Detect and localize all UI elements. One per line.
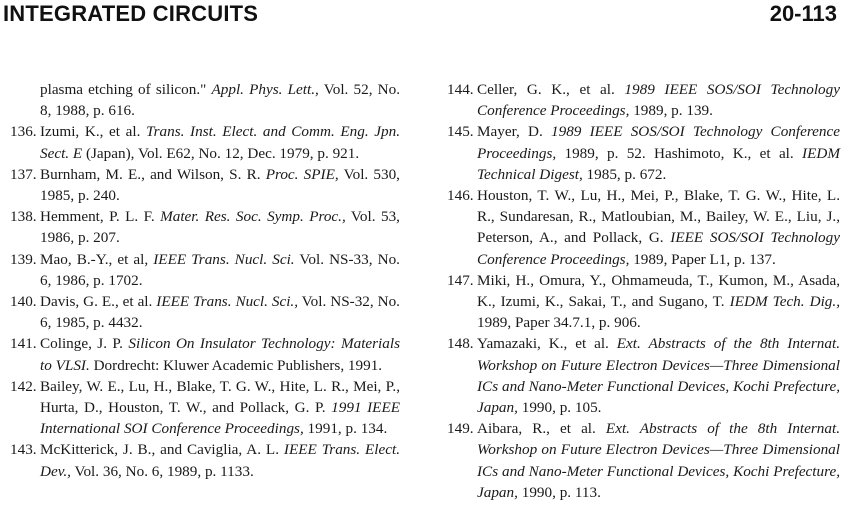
citation-text: Vol. 36, No. 6, 1989, p. 1133. — [70, 462, 254, 480]
citation-text: (Japan), Vol. E62, No. 12, Dec. 1979, p. 921. — [82, 144, 360, 162]
citation-text: Izumi, K., et al. — [40, 123, 147, 141]
citation-text: Vol. NS-32, No. 6, 1985, p. 4432. — [40, 293, 400, 332]
continuation-text — [10, 79, 400, 121]
citation-text: Miki, H., Omura, Y., Ohmameuda, T., Kumon, M., Asada, K., Izumi, K., Sakai, T., and Sugano, T. — [477, 271, 840, 311]
citation-text: 1990, p. 113. — [517, 483, 601, 501]
citation-text: Davis, G. E., et al. — [40, 293, 157, 311]
reference-entry — [447, 121, 840, 185]
reference-number: 143. — [10, 441, 37, 459]
reference-number: 146. — [447, 187, 474, 205]
citation-source: Mater. Res. Soc. Symp. Proc., — [160, 208, 346, 226]
citation-source: IEEE Trans. Nucl. Sci., — [156, 293, 299, 311]
citation-source: 1989 IEEE SOS/SOI Technology Conference Proceedings, — [477, 81, 840, 120]
reference-entry — [447, 185, 840, 270]
citation-source: Ext. Abstracts of the 8th Internat. Workshop on Future Electron Devices—Three Dimensional ICs and Nano-Meter Functional Devices, Kochi Prefecture, Japan, — [477, 335, 840, 417]
reference-number: 144. — [447, 81, 474, 98]
reference-entry — [10, 376, 400, 440]
citation-text: Burnham, M. E., and Wilson, S. R. — [40, 165, 266, 183]
reference-entry — [447, 270, 840, 334]
reference-number: 149. — [447, 420, 474, 438]
citation-text: plasma etching of silicon." — [40, 81, 212, 98]
section-title: INTEGRATED CIRCUITS — [3, 1, 259, 26]
reference-entry — [10, 333, 400, 375]
reference-number: 139. — [10, 250, 37, 268]
citation-text: Colinge, J. P. — [40, 335, 129, 353]
reference-entry — [10, 121, 400, 163]
page-number: 20-113 — [769, 1, 837, 26]
citation-text: Aibara, R., et al. — [477, 420, 606, 438]
citation-text: Celler, G. K., et al. — [477, 81, 625, 98]
citation-text: Mayer, D. — [477, 123, 552, 141]
reference-number: 137. — [10, 165, 37, 183]
reference-entry — [10, 439, 400, 481]
reference-number: 138. — [10, 208, 37, 226]
left-reference-list — [10, 121, 400, 481]
citation-text: 1989, p. 52. Hashimoto, K., et al. — [556, 144, 803, 162]
citation-source: IEEE SOS/SOI Technology Conference Proceedings, — [477, 229, 840, 268]
citation-text: 1985, p. 672. — [582, 165, 667, 183]
citation-source: Proc. SPIE, — [265, 165, 339, 183]
citation-text: Yamazaki, K., et al. — [477, 335, 617, 353]
reference-entry — [10, 249, 400, 291]
citation-text: Vol. 53, 1986, p. 207. — [40, 208, 400, 247]
reference-number: 136. — [10, 123, 37, 141]
right-reference-list — [447, 79, 840, 503]
citation-source: 1989 IEEE SOS/SOI Technology Conference Proceedings, — [477, 123, 840, 162]
citation-source: Appl. Phys. Lett., — [211, 81, 319, 98]
reference-entry — [10, 206, 400, 248]
citation-source: IEDM Technical Digest, — [477, 144, 840, 183]
reference-entry — [10, 291, 400, 333]
citation-text: 1989, Paper L1, p. 137. — [629, 250, 776, 268]
page-header — [0, 0, 845, 32]
reference-number: 147. — [447, 271, 474, 289]
citation-text: Houston, T. W., Lu, H., Mei, P., Blake, T. G. W., Hite, L. R., Sundaresan, R., Matloubian, M., Bailey, W. E., Liu, J., Peterson, A., and Pollack, G. — [477, 187, 840, 247]
citation-text: Bailey, W. E., Lu, H., Blake, T. G. W., Hite, L. R., Mei, P., Hurta, D., Houston, T. W., and Pollack, G. P. — [40, 377, 400, 417]
citation-source: IEDM Tech. Dig., — [729, 293, 840, 311]
citation-text: 1990, p. 105. — [517, 399, 602, 417]
citation-text: 1989, Paper 34.7.1, p. 906. — [477, 314, 641, 332]
reference-entry — [447, 333, 840, 418]
reference-number: 141. — [10, 335, 37, 353]
reference-entry — [10, 164, 400, 206]
reference-entry — [447, 418, 840, 503]
citation-text: Vol. NS-33, No. 6, 1986, p. 1702. — [40, 250, 400, 289]
citation-source: Ext. Abstracts of the 8th Internat. Workshop on Future Electron Devices—Three Dimensional ICs and Nano-Meter Functional Devices, Kochi Prefecture, Japan, — [477, 420, 841, 501]
citation-text: Mao, B.-Y., et al, — [40, 250, 154, 268]
reference-number: 148. — [447, 335, 474, 353]
left-column — [10, 79, 400, 482]
citation-text: 1991, p. 134. — [303, 420, 388, 438]
reference-number: 142. — [10, 377, 37, 395]
citation-source: IEEE Trans. Nucl. Sci. — [153, 250, 295, 268]
reference-number: 140. — [10, 293, 37, 311]
citation-source: Silicon On Insulator Technology: Materials to VLSI. — [40, 335, 401, 374]
citation-text: Vol. 52, No. 8, 1988, p. 616. — [40, 81, 400, 120]
citation-text: McKitterick, J. B., and Caviglia, A. L. — [40, 441, 284, 459]
reference-number: 145. — [447, 123, 474, 141]
citation-text: Vol. 530, 1985, p. 240. — [40, 165, 400, 205]
citation-source: IEEE Trans. Elect. Dev., — [40, 441, 400, 480]
citation-source: Trans. Inst. Elect. and Comm. Eng. Jpn. Sect. E — [40, 123, 400, 162]
citation-text: Hemment, P. L. F. — [40, 208, 161, 226]
reference-entry — [447, 79, 840, 121]
citation-text: Dordrecht: Kluwer Academic Publishers, 1991. — [89, 356, 383, 374]
right-column — [447, 79, 840, 503]
citation-source: 1991 IEEE International SOI Conference Proceedings, — [40, 399, 401, 438]
citation-text: 1989, p. 139. — [629, 102, 713, 120]
